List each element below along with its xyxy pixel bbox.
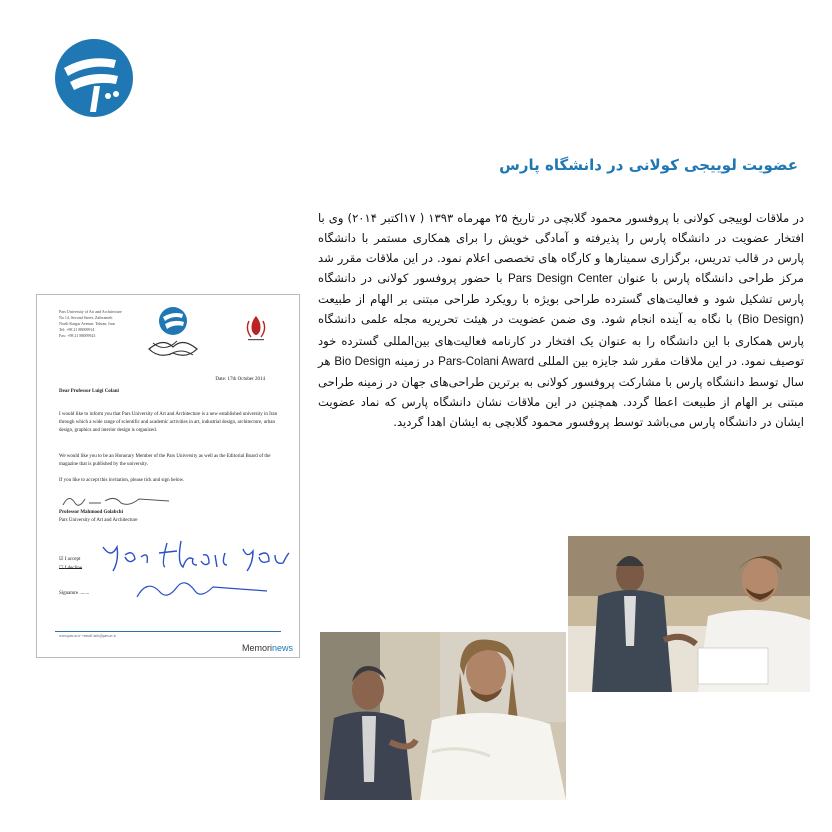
colani-handwriting [97,535,297,615]
footer-rule [55,631,281,632]
letter-signer [59,509,137,525]
article-title: عضویت لوییجی کولانی در دانشگاه پارس [499,156,798,174]
letter-paragraph: We would like you to be an Honorary Member of the Pars University as well as the Editorial Board of the magazine that is published by the university. [59,454,271,467]
signature-line: Signature ........ [59,591,90,596]
letter-date: Date: 17th October 2014 [215,377,265,382]
signer-name: Professor Mahmood Golabchi [59,510,123,515]
letter-paragraph: If you like to accept this invitation, please tick and sign below. [59,478,185,483]
signer-org: Pars University of Art and Architecture [59,518,138,523]
memori-news-brand: Memorinews [241,643,293,653]
article-paragraph: در ملاقات لوییجی کولانی با پروفسور محمود گلابچی در تاریخ ۲۵ مهرماه ۱۳۹۳ ( ۱۷اکتبر ۲۰۱۴) وی با افتخار عضویت در دانشگاه پارس را پذیرفته و آمادگی خویش را برای همکاری مستمر با دانشگاه پارس در قالب تدریس، برگزاری سمینارها و کارگاه های تخصصی اعلام نمود. در این ملاقات مقرر شد مرکز طراحی دانشگاه پارس با عنوان Pars Design Center با حضور پروفسور کولانی در دانشگاه پارس تشکیل شود و فعالیت‌های گسترده طراحی بویژه با رویکرد طراحی مبتنی بر الهام از طبیعت (Bio Design) با نگاه به آینده انجام شود. وی ضمن عضویت در هیئت تحریریه مجله علمی دانشگاه پارس همکاری با این دانشگاه را به عنوان یک افتخار در کارنامه فعالیت‌های بین‌المللی گسترده خود توصیف نمود. در این ملاقات مقرر شد جایزه بین المللی Pars-Colani Award در زمینه Bio Design هر سال توسط دانشگاه پارس با مشارکت پروفسور کولانی به برترین طراحی‌های جهان در زمینه طراحی مبتنی بر الهام از طبیعت اعطا گردد. همچنین در این ملاقات نشان دانشگاه پارس که نماد عضویت ایشان در دانشگاه پارس می‌باشد توسط پروفسور محمود گلابچی به ایشان اهدا گردید. [318,211,805,429]
photo-signing [568,536,810,692]
article-body [318,208,804,432]
invitation-letter [36,294,300,658]
letter-footer: www.pars.ac.ir • email: info@pars.ac.ir [59,634,116,638]
letter-paragraph: I would like to inform you that Pars University of Art and Architecture is a new established university in Iran through which a wide range of scientific and academic activities in art, industrial design, architecture, urban design, graphics and interior design is organized. [59,412,278,433]
university-seal-icon [143,303,203,365]
pars-logo [54,38,134,118]
letter-salutation: Dear Professor Luigi Colani [59,389,119,394]
accept-options [59,555,82,573]
handwriting-text: yes thank you [279,611,287,612]
letter-header: Pars University of Art and Architecture No 14, Second Street, Zaferanieh North Kargar Avenue, Tehran, Iran Tel: +98 21 88009914 Fax: +98 21 88009923 [59,309,122,338]
decline-option: ☐ I decline [59,566,83,571]
iran-emblem-icon [241,313,271,343]
photo-conversation [320,632,566,800]
accept-option: ☑ I accept [59,557,81,562]
golabchi-signature-icon [59,491,179,511]
